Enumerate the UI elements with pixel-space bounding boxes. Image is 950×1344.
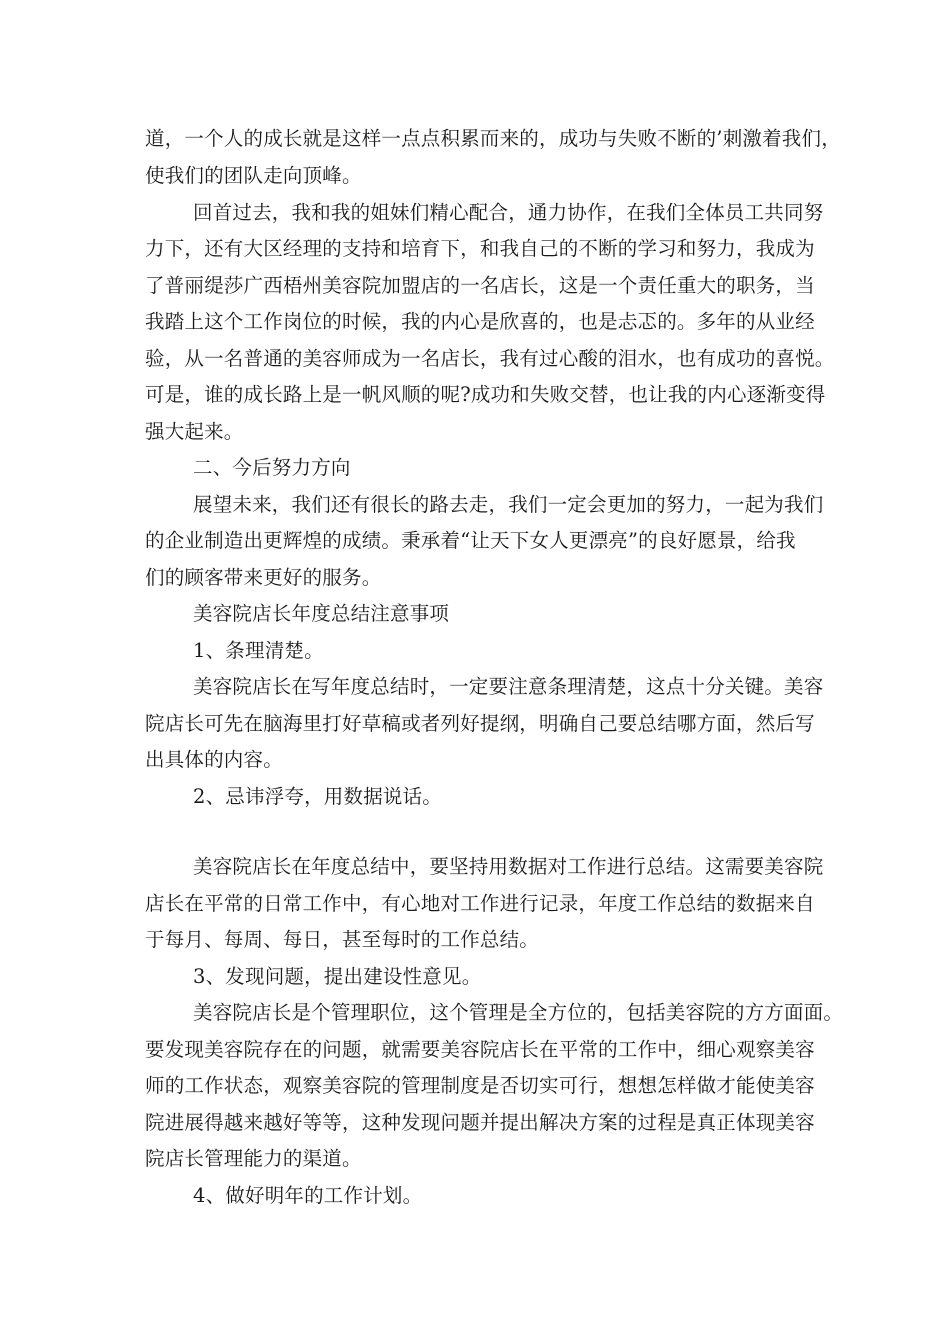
list-heading: 1、条理清楚。 <box>193 639 324 662</box>
list-heading: 4、做好明年的工作计划。 <box>193 1184 423 1207</box>
text-line: 出具体的内容。 <box>145 748 283 771</box>
text-line: 要发现美容院存在的问题，就需要美容院店长在平常的工作中，细心观察美容 <box>145 1038 815 1061</box>
list-heading: 3、发现问题，提出建设性意见。 <box>193 965 482 988</box>
section-heading: 美容院店长年度总结注意事项 <box>193 602 450 625</box>
paragraph-start-line: 美容院店长在写年度总结时，一定要注意条理清楚，这点十分关键。美容 <box>193 675 824 698</box>
text-line: 强大起来。 <box>145 420 244 443</box>
paragraph-start-line: 回首过去，我和我的姐妹们精心配合，通力协作，在我们全体员工共同努 <box>193 201 824 224</box>
text-line: 可是，谁的成长路上是一帆风顺的呢?成功和失败交替，也让我的内心逐渐变得 <box>145 383 826 406</box>
text-line: 验，从一名普通的美容师成为一名店长，我有过心酸的泪水，也有成功的喜悦。 <box>145 347 835 370</box>
text-line: 的企业制造出更辉煌的成绩。秉承着“让天下女人更漂亮”的良好愿景，给我 <box>145 529 796 552</box>
paragraph-start-line: 美容院店长在年度总结中，要坚持用数据对工作进行总结。这需要美容院 <box>193 855 824 878</box>
text-line: 们的顾客带来更好的服务。 <box>145 566 382 589</box>
text-line: 院进展得越来越好等等，这种发现问题并提出解决方案的过程是真正体现美容 <box>145 1111 815 1134</box>
text-line: 力下，还有大区经理的支持和培育下，和我自己的不断的学习和努力，我成为 <box>145 237 815 260</box>
text-line: 于每月、每周、每日，甚至每时的工作总结。 <box>145 928 540 951</box>
paragraph-start-line: 美容院店长是个管理职位，这个管理是全方位的，包括美容院的方方面面。 <box>193 1001 844 1024</box>
text-line: 店长在平常的日常工作中，有心地对工作进行记录，年度工作总结的数据来自 <box>145 892 815 915</box>
text-line: 道，一个人的成长就是这样一点点积累而来的，成功与失败不断的’刺激着我们， <box>145 127 841 150</box>
text-line: 我踏上这个工作岗位的时候，我的内心是欣喜的，也是忐忑的。多年的从业经 <box>145 310 815 333</box>
text-line: 院店长可先在脑海里打好草稿或者列好提纲，明确自己要总结哪方面，然后写 <box>145 712 815 735</box>
text-line: 了普丽缇莎广西梧州美容院加盟店的一名店长，这是一个责任重大的职务，当 <box>145 274 815 297</box>
text-line: 院店长管理能力的渠道。 <box>145 1147 362 1170</box>
paragraph-start-line: 展望未来，我们还有很长的路去走，我们一定会更加的努力，一起为我们 <box>193 493 824 516</box>
list-heading: 2、忌讳浮夸，用数据说话。 <box>193 785 443 808</box>
section-heading: 二、今后努力方向 <box>193 456 351 479</box>
text-line: 师的工作状态，观察美容院的管理制度是否切实可行，想想怎样做才能使美容 <box>145 1074 815 1097</box>
text-line: 使我们的团队走向顶峰。 <box>145 164 362 187</box>
